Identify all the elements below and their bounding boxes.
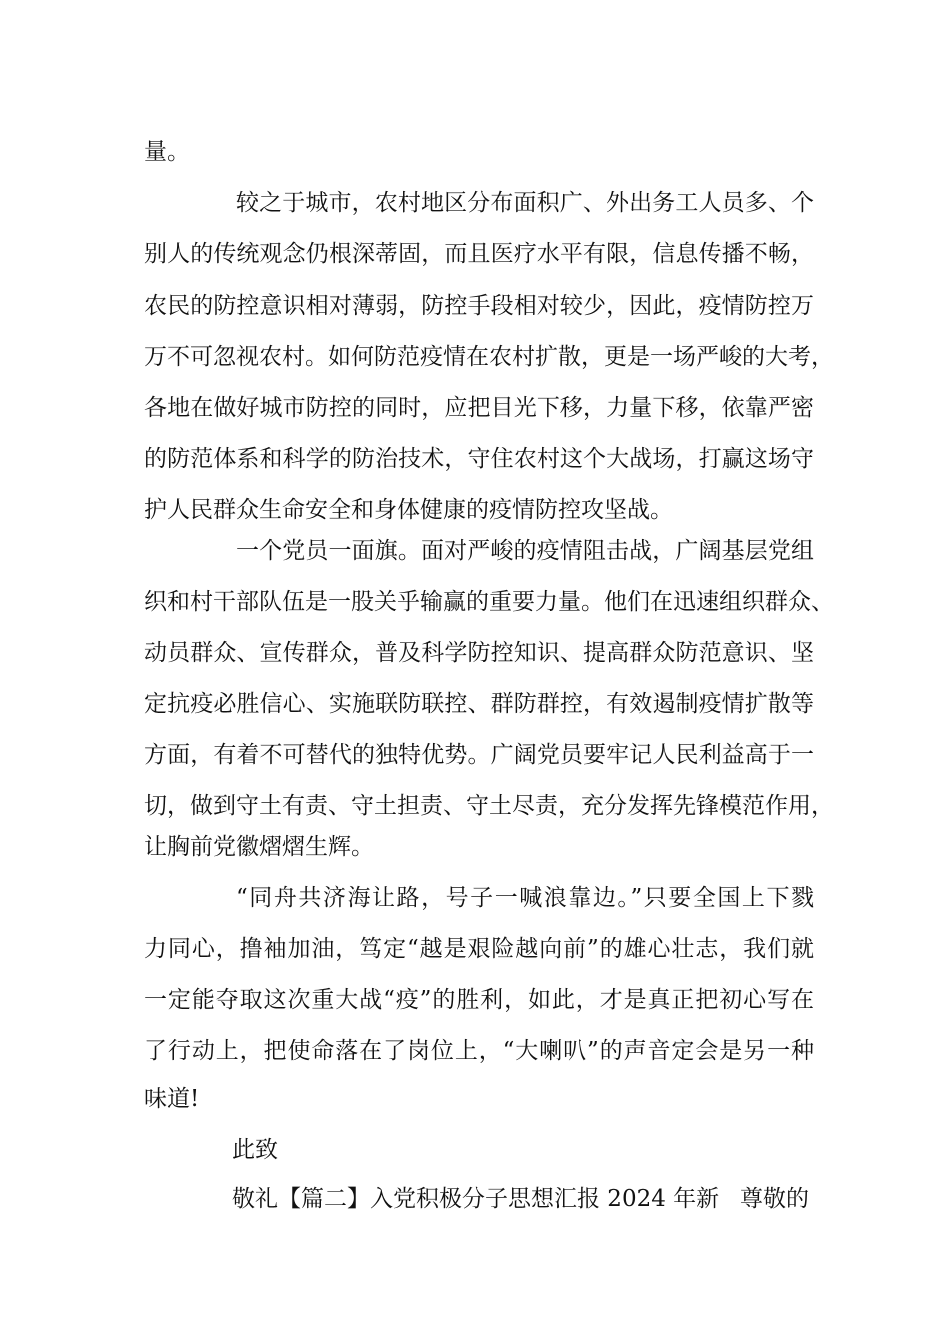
text-line: 护人民群众生命安全和身体健康的疫情防控攻坚战。 xyxy=(144,497,673,523)
text-line: 一定能夺取这次重大战“疫”的胜利，如此，才是真正把初心写在 xyxy=(144,987,814,1013)
text-line: 的防范体系和科学的防治技术，守住农村这个大战场，打赢这场守 xyxy=(144,446,814,472)
text-line: 织和村干部队伍是一股关乎输赢的重要力量。他们在迅速组织群众、 xyxy=(144,589,834,615)
paragraph-first-line: “同舟共济海让路，号子一喊浪靠边。”只要全国上下戮 xyxy=(236,885,814,911)
paragraph-first-line: 较之于城市，农村地区分布面积广、外出务工人员多、个 xyxy=(236,190,814,216)
text-line: 量。 xyxy=(144,139,190,165)
text-line: 方面，有着不可替代的独特优势。广阔党员要牢记人民利益高于一 xyxy=(144,742,814,768)
text-line: 力同心，撸袖加油，笃定“越是艰险越向前”的雄心壮志，我们就 xyxy=(144,936,814,962)
paragraph-first-line: 一个党员一面旗。面对严峻的疫情阻击战，广阔基层党组 xyxy=(236,538,814,564)
text-line: 万不可忽视农村。如何防范疫情在农村扩散，更是一场严峻的大考， xyxy=(144,344,834,370)
text-line: 各地在做好城市防控的同时，应把目光下移，力量下移，依靠严密 xyxy=(144,395,814,421)
text-line: 让胸前党徽熠熠生辉。 xyxy=(144,834,374,860)
text-line: 动员群众、宣传群众，普及科学防控知识、提高群众防范意识、坚 xyxy=(144,640,814,666)
text-line: 味道! xyxy=(144,1086,200,1112)
text-line: 别人的传统观念仍根深蒂固，而且医疗水平有限，信息传播不畅， xyxy=(144,241,814,267)
salutation-respect: 尊敬的 xyxy=(740,1186,809,1212)
text-line: 了行动上，把使命落在了岗位上，“大喇叭”的声音定会是另一种 xyxy=(144,1038,814,1064)
text-line: 农民的防控意识相对薄弱，防控手段相对较少，因此，疫情防控万 xyxy=(144,293,814,319)
closing-line: 此致 xyxy=(232,1137,278,1163)
salutation-line: 敬礼【篇二】入党积极分子思想汇报 2024 年新 xyxy=(232,1186,720,1212)
text-line: 切，做到守土有责、守土担责、守土尽责，充分发挥先锋模范作用， xyxy=(144,793,834,819)
text-line: 定抗疫必胜信心、实施联防联控、群防群控，有效遏制疫情扩散等 xyxy=(144,691,814,717)
